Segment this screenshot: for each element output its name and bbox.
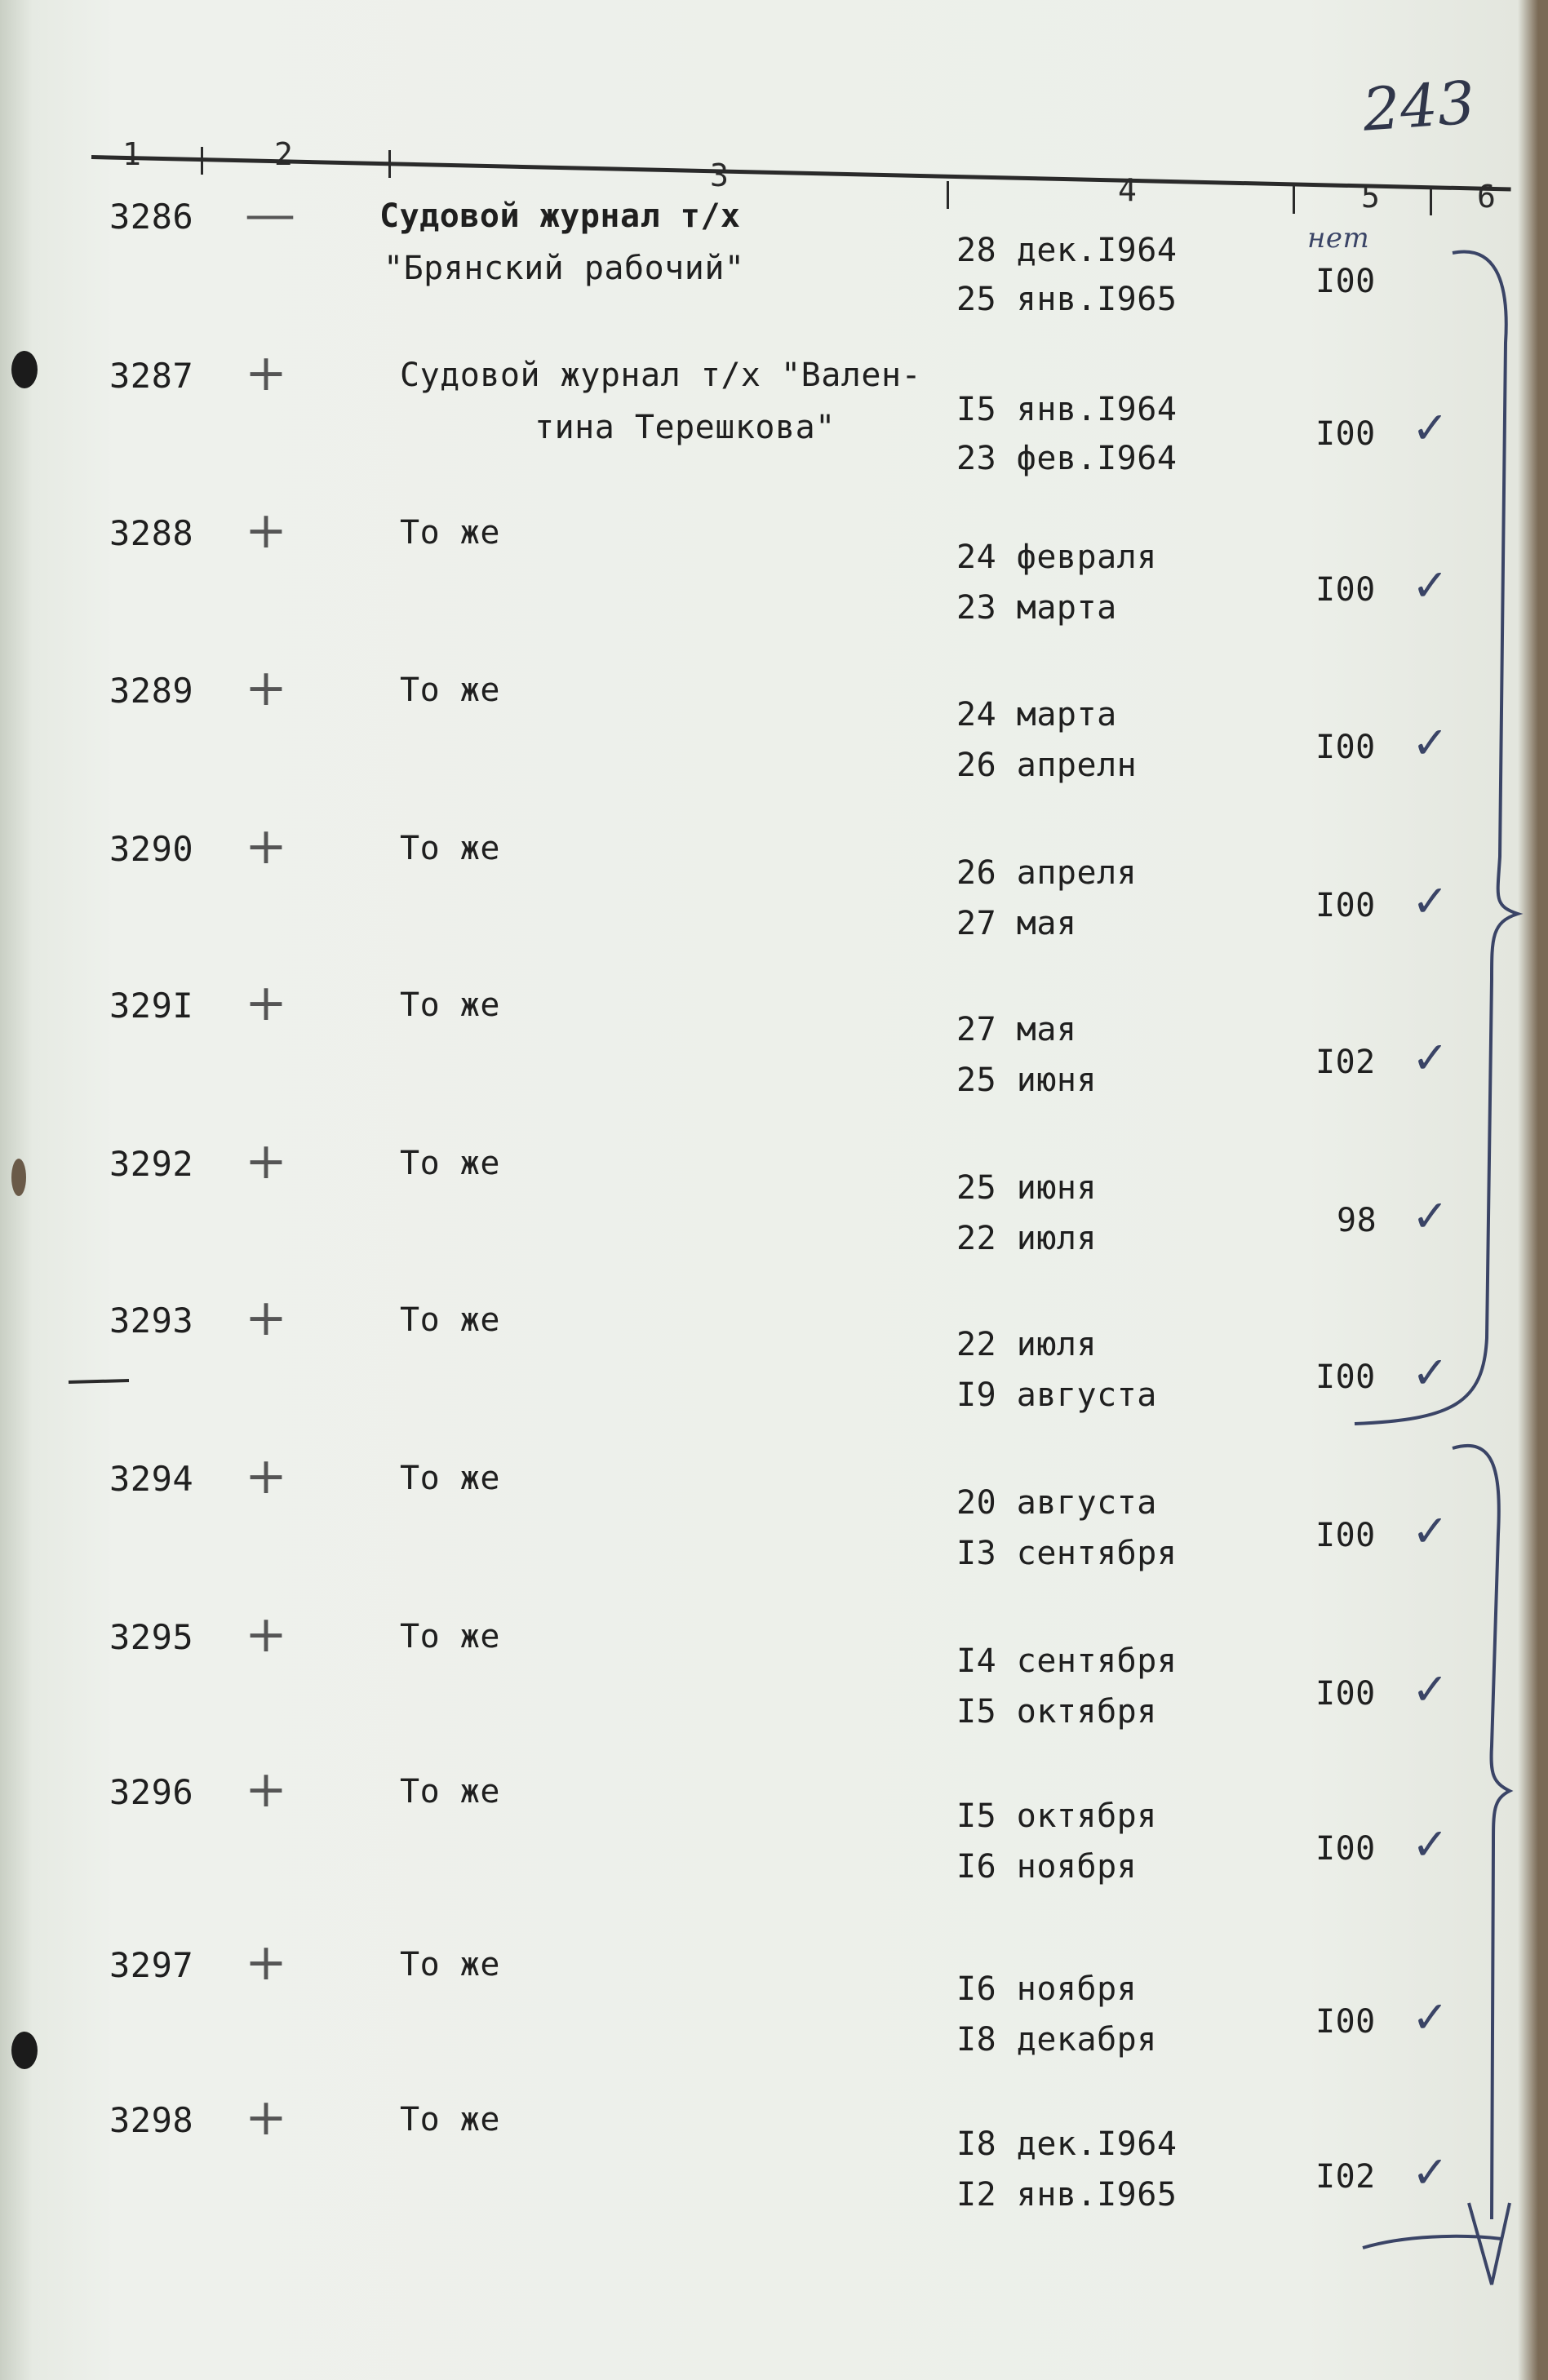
end-date: I5 октября	[956, 1693, 1157, 1731]
sheet-count: I00	[1315, 415, 1376, 453]
item-title-line: То же	[400, 1301, 500, 1339]
check-mark: +	[245, 1759, 288, 1819]
item-title-line: То же	[400, 1773, 500, 1810]
end-date: I3 сентября	[956, 1535, 1178, 1572]
verification-tick: ✓	[1412, 1819, 1449, 1870]
item-number: 3287	[109, 356, 194, 396]
item-number: 3296	[109, 1772, 194, 1812]
check-mark: +	[245, 1288, 288, 1347]
item-title-line: То же	[400, 830, 500, 867]
sheet-count: I02	[1315, 1044, 1376, 1081]
brace-bottom	[1453, 1446, 1510, 2219]
column-number-3: 3	[710, 157, 729, 193]
item-title-line: Судовой журнал т/х "Вален-	[400, 357, 922, 394]
item-number: 3290	[109, 829, 194, 869]
item-number: 3293	[109, 1301, 194, 1341]
verification-tick: ✓	[1412, 1032, 1449, 1084]
brace-top	[1355, 251, 1518, 1424]
check-mark: +	[245, 1932, 288, 1992]
end-date: 25 янв.I965	[956, 281, 1178, 318]
start-date: 27 мая	[956, 1011, 1077, 1048]
sheet-count: I00	[1315, 729, 1376, 766]
check-mark: +	[245, 500, 288, 560]
margin-dash	[69, 1381, 129, 1382]
sheet-count: I02	[1315, 2158, 1376, 2196]
check-mark: +	[245, 1604, 288, 1664]
sheet-count: I00	[1315, 1830, 1376, 1868]
item-title-line: Судовой журнал т/х	[379, 197, 741, 235]
item-number: 3292	[109, 1144, 194, 1184]
handwritten-note: нет	[1307, 222, 1370, 255]
end-date: 22 июля	[956, 1220, 1098, 1257]
verification-tick: ✓	[1412, 560, 1449, 611]
item-number: 3295	[109, 1617, 194, 1657]
start-date: 28 дек.I964	[956, 232, 1178, 269]
item-number: 329I	[109, 986, 194, 1026]
item-title-line: То же	[400, 1946, 500, 1983]
item-title-line: То же	[400, 1145, 500, 1182]
item-number: 3286	[109, 197, 194, 237]
check-mark: —	[245, 184, 296, 243]
start-date: I6 ноября	[956, 1970, 1138, 2008]
sheet-count: I00	[1315, 2003, 1376, 2041]
item-title-line: То же	[400, 1618, 500, 1655]
item-title-line: тина Терешкова"	[534, 409, 836, 446]
start-date: I5 янв.I964	[956, 391, 1178, 428]
end-date: 26 апрелн	[956, 747, 1138, 784]
item-number: 3297	[109, 1945, 194, 1985]
start-date: 25 июня	[956, 1169, 1098, 1207]
verification-tick: ✓	[1412, 1664, 1449, 1715]
sheet-count: 98	[1337, 1202, 1377, 1239]
item-number: 3288	[109, 513, 194, 553]
end-date: 23 марта	[956, 589, 1117, 627]
end-date: 25 июня	[956, 1061, 1098, 1099]
verification-tick: ✓	[1412, 717, 1449, 769]
start-date: 24 марта	[956, 696, 1117, 734]
column-number-4: 4	[1118, 172, 1137, 208]
sheet-count: I00	[1315, 1675, 1376, 1713]
item-title-line: То же	[400, 514, 500, 552]
item-title-line: "Брянский рабочий"	[384, 250, 745, 287]
item-number: 3298	[109, 2100, 194, 2140]
start-date: 22 июля	[956, 1326, 1098, 1363]
column-number-2: 2	[274, 136, 293, 172]
start-date: I8 дек.I964	[956, 2125, 1178, 2163]
check-mark: +	[245, 1446, 288, 1505]
item-title-line: То же	[400, 2101, 500, 2138]
item-title-line: То же	[400, 1460, 500, 1497]
item-number: 3294	[109, 1459, 194, 1499]
sheet-count: I00	[1315, 571, 1376, 609]
verification-tick: ✓	[1412, 402, 1449, 454]
check-mark: +	[245, 1131, 288, 1190]
end-date: I8 декабря	[956, 2021, 1157, 2059]
verification-tick: ✓	[1412, 1505, 1449, 1557]
start-date: I4 сентября	[956, 1642, 1178, 1680]
sheet-count: I00	[1315, 1358, 1376, 1396]
check-mark: +	[245, 816, 288, 875]
verification-tick: ✓	[1412, 1190, 1449, 1242]
down-arrow	[1469, 2203, 1510, 2285]
column-number-5: 5	[1361, 179, 1380, 215]
sheet-count: I00	[1315, 263, 1376, 300]
start-date: 26 апреля	[956, 854, 1138, 892]
start-date: I5 октября	[956, 1797, 1157, 1835]
sheet-count: I00	[1315, 1517, 1376, 1554]
column-number-1: 1	[122, 136, 141, 172]
check-mark: +	[245, 2087, 288, 2147]
page-number: 243	[1360, 68, 1478, 144]
item-title-line: То же	[400, 671, 500, 709]
check-mark: +	[245, 973, 288, 1032]
verification-tick: ✓	[1412, 1992, 1449, 2043]
end-date: I2 янв.I965	[956, 2176, 1178, 2214]
end-date: I6 ноября	[956, 1848, 1138, 1886]
end-date: 23 фев.I964	[956, 440, 1178, 477]
verification-tick: ✓	[1412, 1347, 1449, 1398]
end-date: I9 августа	[956, 1376, 1157, 1414]
start-date: 20 августа	[956, 1484, 1157, 1522]
start-date: 24 февраля	[956, 538, 1157, 576]
verification-tick: ✓	[1412, 2147, 1449, 2198]
check-mark: +	[245, 658, 288, 717]
sheet-count: I00	[1315, 887, 1376, 924]
item-number: 3289	[109, 671, 194, 711]
check-mark: +	[245, 343, 288, 402]
item-title-line: То же	[400, 986, 500, 1024]
column-number-6: 6	[1477, 179, 1496, 215]
verification-tick: ✓	[1412, 875, 1449, 927]
end-date: 27 мая	[956, 905, 1077, 942]
